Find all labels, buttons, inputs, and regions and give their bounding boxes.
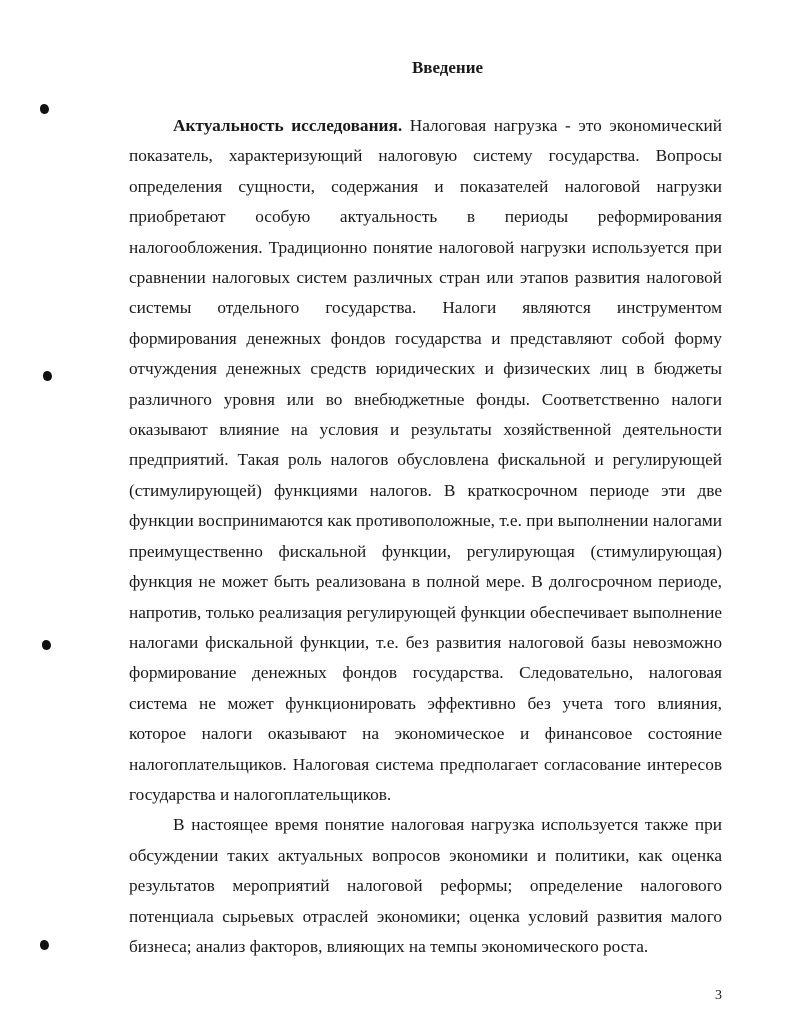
paragraph-lead: Актуальность исследования. <box>173 116 403 135</box>
binder-hole-mark <box>43 371 52 381</box>
page-title: Введение <box>411 58 484 77</box>
page-number: 3 <box>715 988 722 1003</box>
paragraph-current-usage: В настоящее время понятие налоговая нагрузка используется также при обсуждении таких актуальных вопросов экономики и политики, как оценка результатов мероприятий налоговой реформы; определение налогового потенциала сырьевых отраслей экономики; оценка условий развития малого бизнеса; анализ факторов, влияющих на темпы экономического роста. <box>129 815 722 956</box>
paragraph-text: Налоговая нагрузка - это экономический показатель, характеризующий налоговую систему государства. Вопросы определения сущности, содержания и показателей налоговой нагрузки приобретают особую актуальность в периоды реформирования налогообложения. Традиционно понятие налоговой нагрузки используется при сравнении налоговых систем различных стран или этапов развития налоговой системы отдельного государства. Налоги являются инструментом формирования денежных фондов государства и представляют собой форму отчуждения денежных средств юридических и физических лиц в бюджеты различного уровня или во внебюджетные фонды. Соответственно налоги оказывают влияние на условия и результаты хозяйственной деятельности предприятий. Такая роль налогов обусловлена фискальной и регулирующей (стимулирующей) функциями налогов. В краткосрочном периоде эти две функции воспринимаются как противоположные, т.е. при выполнении налогами преимущественно фискальной функции, регулирующая (стимулирующая) функция не может быть реализована в полной мере. В долгосрочном периоде, напротив, только реализация регулирующей функции обеспечивает выполнение налогами фискальной функции, т.е. без развития налоговой базы невозможно формирование денежных фондов государства. Следовательно, налоговая система не может функционировать эффективно без учета того влияния, которое налоги оказывают на экономическое и финансовое состояние налогоплательщиков. Налоговая система предполагает согласование интересов государства и налогоплательщиков. <box>129 116 722 804</box>
paragraph-relevance <box>129 111 722 810</box>
binder-hole-mark <box>40 940 49 950</box>
document-body <box>129 111 722 962</box>
binder-hole-mark <box>42 640 51 650</box>
binder-hole-mark <box>40 104 49 114</box>
